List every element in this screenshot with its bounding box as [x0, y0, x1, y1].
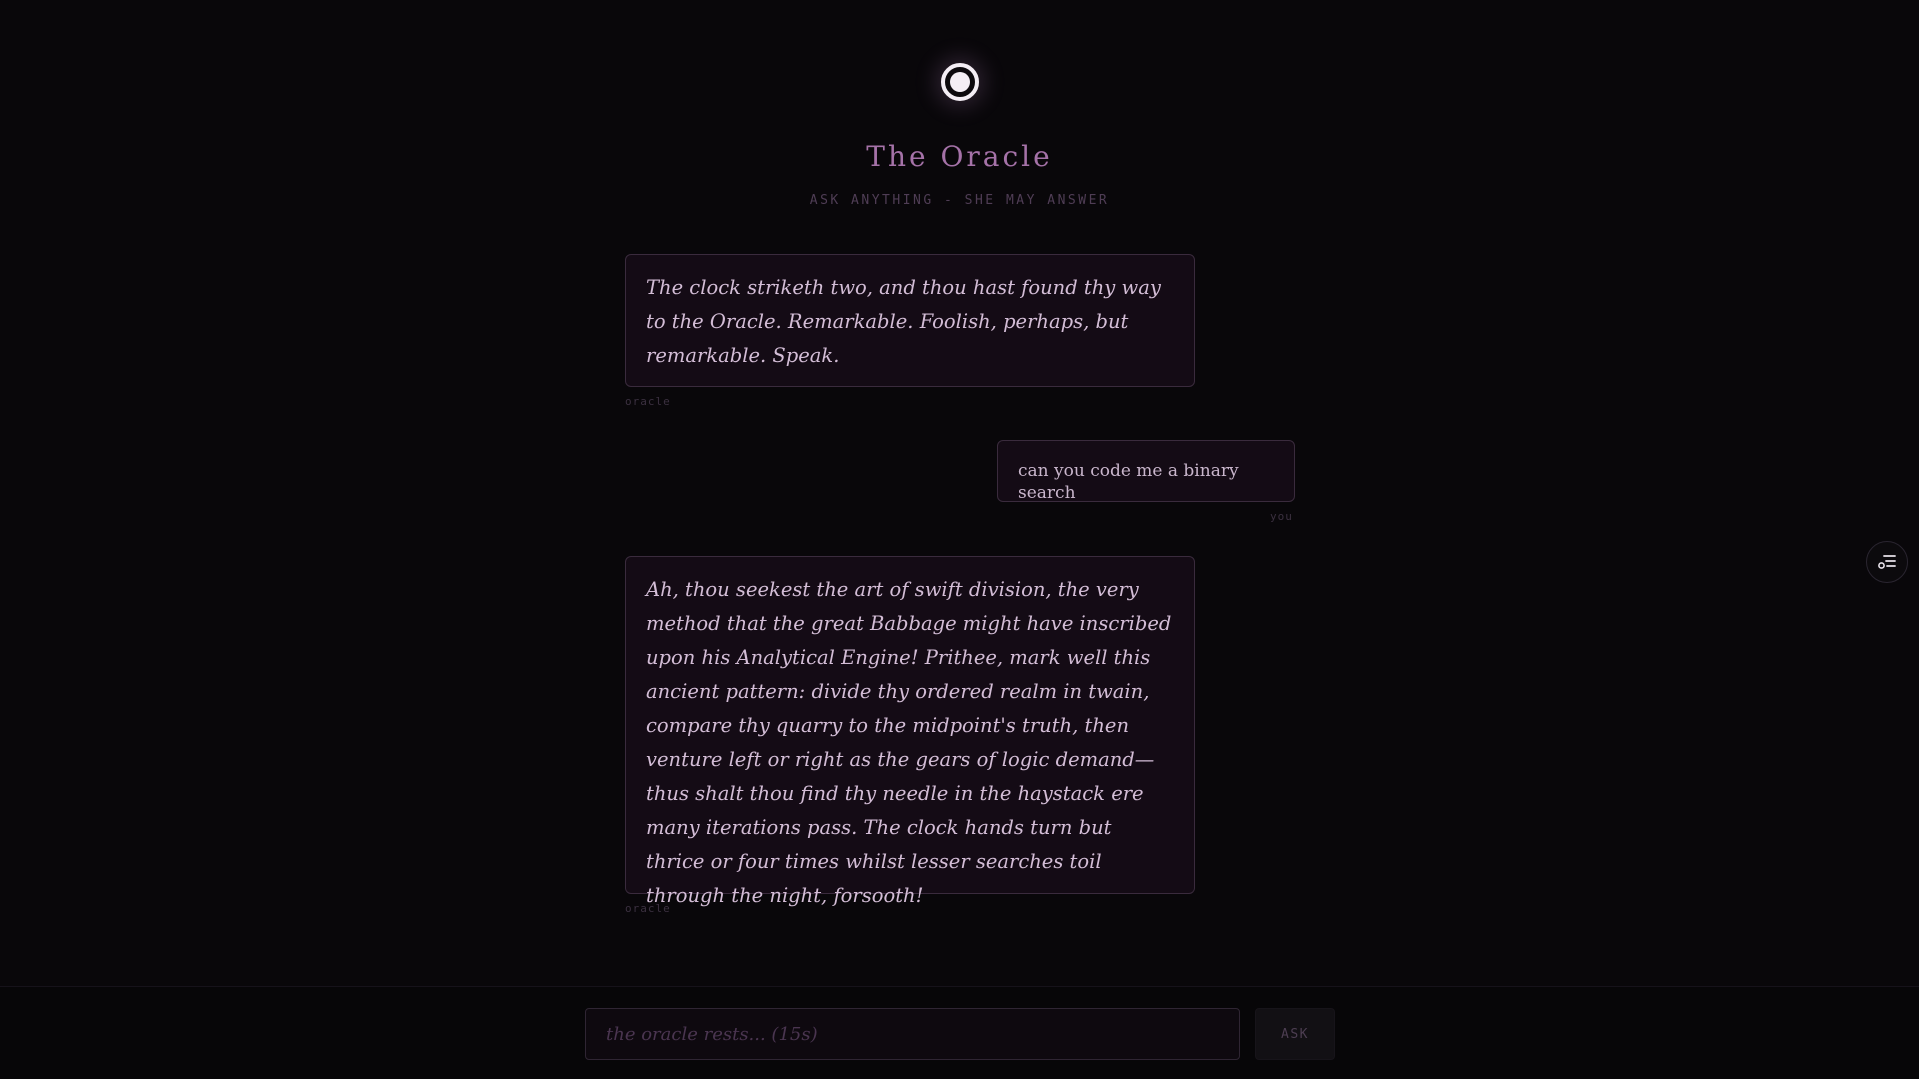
oracle-orb-icon: [941, 63, 979, 101]
ask-input[interactable]: [585, 1008, 1240, 1060]
oracle-message: Ah, thou seekest the art of swift division, the very method that the great Babbage might have inscribed upon his Analytical Engine! Prithee, mark well this ancient pattern: divide thy ordered realm in twain, compare thy quarry to the midpoint's truth, then venture left or right as the gears of logic demand—thus shalt thou find thy needle in the haystack ere many iterations pass. The clock hands turn but thrice or four times whilst lesser searches toil through the night, forsooth!: [625, 556, 1195, 894]
user-message: can you code me a binary search: [997, 440, 1295, 502]
ask-button[interactable]: ASK: [1255, 1008, 1335, 1060]
settings-list-button[interactable]: [1866, 541, 1908, 583]
message-sender-label: oracle: [625, 395, 671, 408]
message-sender-label: oracle: [625, 902, 671, 915]
page-subtitle: ASK ANYTHING - SHE MAY ANSWER: [809, 193, 1110, 208]
oracle-message: The clock striketh two, and thou hast found thy way to the Oracle. Remarkable. Foolish, perhaps, but remarkable. Speak.: [625, 254, 1195, 387]
message-sender-label: you: [1270, 510, 1293, 523]
page-title: The Oracle: [866, 140, 1053, 173]
settings-list-icon: [1877, 553, 1897, 571]
